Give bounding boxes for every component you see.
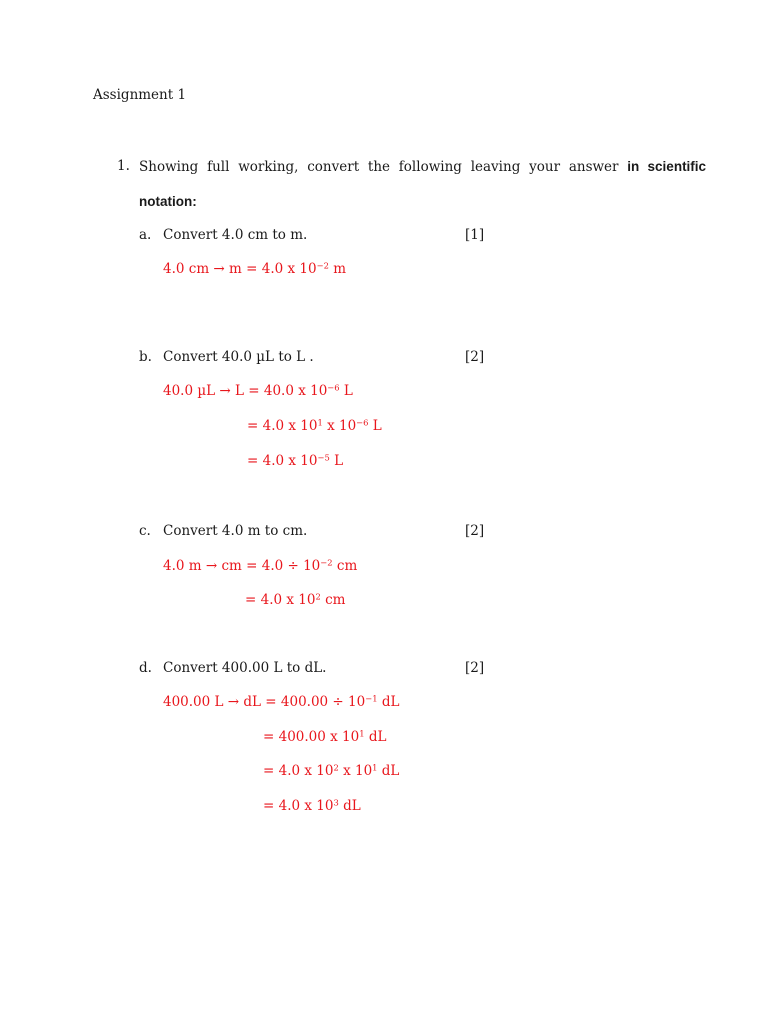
part-c-marks: [2] <box>465 523 485 539</box>
part-b-line-1 <box>163 382 353 399</box>
part-d-line-1-tail: dL <box>377 694 400 710</box>
question-intro-bold: in scientific <box>627 159 707 174</box>
part-d-prompt: Convert 400.00 L to dL. <box>163 660 327 676</box>
part-c-line-1-eq: = 4.0 ÷ 10 <box>246 558 321 574</box>
part-c-line-2 <box>245 591 346 608</box>
part-d-line-4-exp: 3 <box>333 797 339 808</box>
part-a-line-1-tail: m <box>328 261 346 277</box>
part-b-line-1-eq: = 40.0 x 10 <box>248 383 328 399</box>
part-a-line-1 <box>163 260 346 277</box>
part-d-line-1-eq: = 400.00 ÷ 10 <box>265 694 366 710</box>
part-d-line-3-exp: 2 <box>333 762 339 773</box>
part-c-line-2-exp: 2 <box>315 591 321 602</box>
part-d-line-3-eq: = 4.0 x 10 <box>263 763 334 779</box>
part-d-line-3 <box>263 762 400 779</box>
part-d-line-2 <box>263 728 387 745</box>
part-d-line-2-eq: = 400.00 x 10 <box>263 729 360 745</box>
part-c-line-1-tail: cm <box>332 558 358 574</box>
part-a-letter: a. <box>139 227 152 243</box>
part-b-line-3 <box>247 452 344 469</box>
part-a-prompt: Convert 4.0 cm to m. <box>163 227 308 243</box>
part-c-letter: c. <box>139 523 151 539</box>
part-b-line-2 <box>247 417 382 434</box>
question-intro-bold-line2: notation: <box>139 194 197 209</box>
part-b-line-1-tail: L <box>339 383 353 399</box>
part-d-line-1-exp: −1 <box>365 693 378 704</box>
part-a-line-1-eq: = 4.0 x 10 <box>246 261 317 277</box>
part-a-line-1-lhs: 4.0 cm → m <box>163 261 242 277</box>
part-d-line-4-eq: = 4.0 x 10 <box>263 798 334 814</box>
part-c-line-1-exp: −2 <box>320 557 333 568</box>
part-d-line-3-tail: dL <box>377 763 400 779</box>
part-d-line-1 <box>163 693 400 710</box>
part-d-line-2-tail: dL <box>364 729 387 745</box>
question-intro-text: Showing full working, convert the following leaving your answer <box>139 159 619 175</box>
part-d-line-2-exp: 1 <box>359 728 365 739</box>
part-d-line-4-tail: dL <box>338 798 361 814</box>
part-d-line-3-mid: x 10 <box>338 763 373 779</box>
part-b-prompt: Convert 40.0 µL to L . <box>163 349 314 365</box>
part-d-letter: d. <box>139 660 152 676</box>
part-b-line-2-exp: 1 <box>317 417 323 428</box>
part-b-line-1-lhs: 40.0 µL → L <box>163 383 244 399</box>
question-number: 1. <box>117 158 130 174</box>
part-b-line-2-eq: = 4.0 x 10 <box>247 418 318 434</box>
part-b-letter: b. <box>139 349 152 365</box>
part-b-line-3-tail: L <box>329 453 344 469</box>
part-b-line-3-eq: = 4.0 x 10 <box>247 453 318 469</box>
part-c-line-2-eq: = 4.0 x 10 <box>245 592 316 608</box>
part-c-prompt: Convert 4.0 m to cm. <box>163 523 308 539</box>
part-d-marks: [2] <box>465 660 485 676</box>
part-d-line-3-exp2: 1 <box>372 762 378 773</box>
part-d-line-1-lhs: 400.00 L → dL <box>163 694 261 710</box>
part-c-line-1-lhs: 4.0 m → cm <box>163 558 242 574</box>
part-b-marks: [2] <box>465 349 485 365</box>
part-b-line-2-tail: L <box>368 418 382 434</box>
part-b-line-2-exp2: −6 <box>356 417 369 428</box>
part-b-line-3-exp: −5 <box>317 452 330 463</box>
part-d-line-4 <box>263 797 361 814</box>
part-a-line-1-exp: −2 <box>316 260 329 271</box>
part-c-line-1 <box>163 557 358 574</box>
part-a-marks: [1] <box>465 227 485 243</box>
page-title: Assignment 1 <box>93 87 187 103</box>
part-b-line-2-mid: x 10 <box>322 418 357 434</box>
question-intro <box>139 160 706 175</box>
part-b-line-1-exp: −6 <box>327 382 340 393</box>
part-c-line-2-tail: cm <box>320 592 346 608</box>
